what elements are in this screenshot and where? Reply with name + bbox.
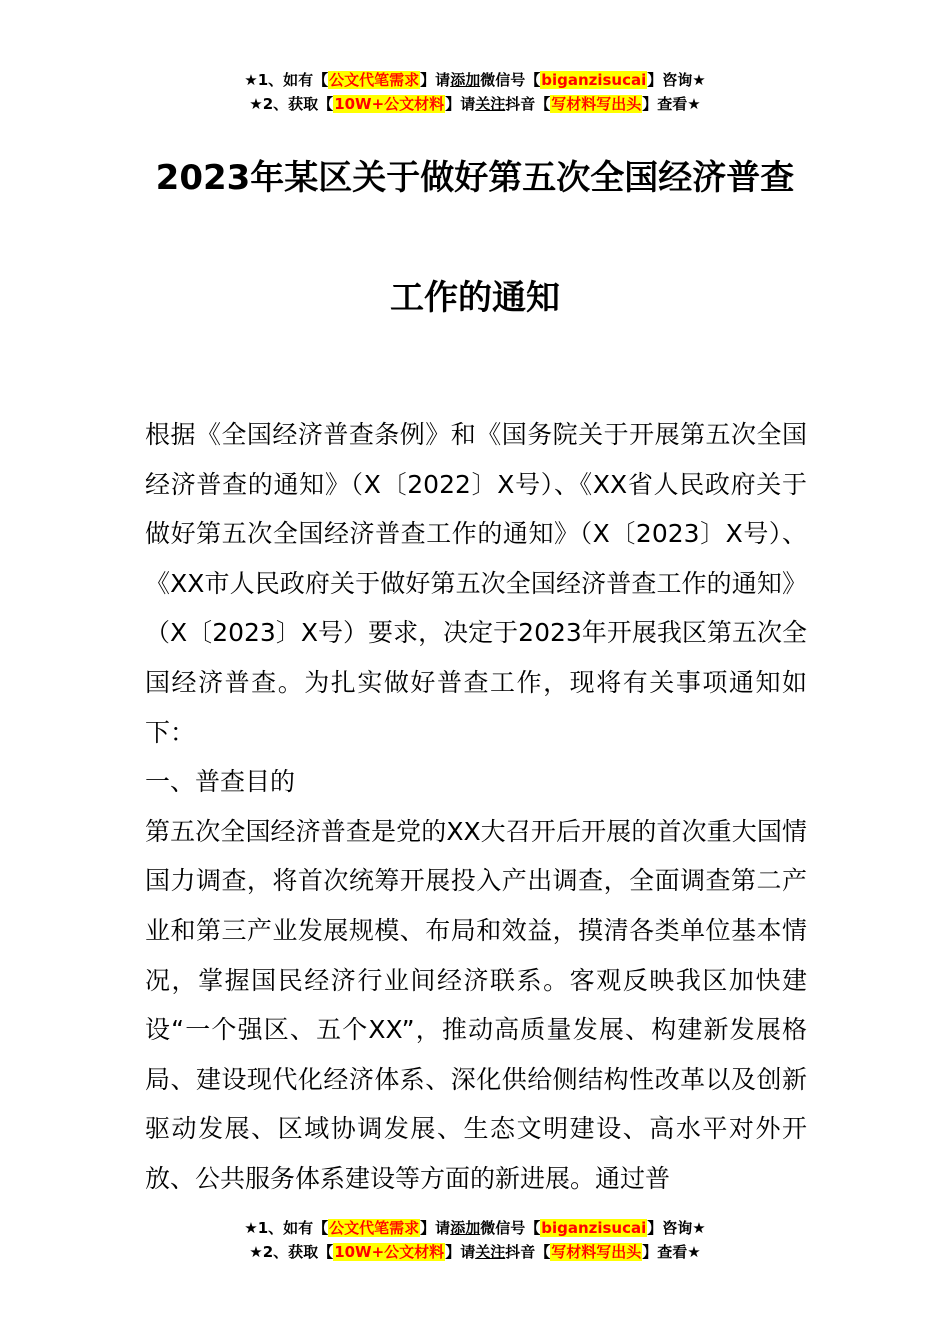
- promo-text: ★2、获取【: [249, 1243, 334, 1261]
- promo-text: 】咨询★: [647, 71, 706, 89]
- promo-underlined: 添加: [450, 71, 481, 89]
- promo-text: 微信号【: [480, 71, 541, 89]
- promo-text: 】查看★: [642, 95, 701, 113]
- promo-text: 抖音【: [505, 1243, 551, 1261]
- promo-underlined: 添加: [450, 1219, 481, 1237]
- promo-line-1: [0, 68, 950, 92]
- promo-line-2: [0, 92, 950, 116]
- promo-text: 】咨询★: [647, 1219, 706, 1237]
- promo-text: 】请: [445, 95, 476, 113]
- promo-highlight: biganzisucai: [541, 71, 647, 89]
- body-paragraph: 根据《全国经济普查条例》和《国务院关于开展第五次全国经济普查的通知》（X〔2022〕X号）、《XX省人民政府关于做好第五次全国经济普查工作的通知》（X〔2023〕X号）、《XX市人民政府关于做好第五次全国经济普查工作的通知》（X〔2023〕X号）要求，决定于2023年开展我区第五次全国经济普查。为扎实做好普查工作，现将有关事项通知如下：: [145, 420, 807, 747]
- promo-text: 】请: [420, 1219, 451, 1237]
- document-body: [145, 410, 807, 1204]
- promo-highlight: 写材料写出头: [551, 95, 642, 113]
- promo-highlight: 写材料写出头: [551, 1243, 642, 1261]
- promo-highlight: 公文代笔需求: [329, 1219, 420, 1237]
- promo-text: 微信号【: [480, 1219, 541, 1237]
- promo-text: 】请: [420, 71, 451, 89]
- promo-highlight: 10W+公文材料: [334, 1243, 445, 1261]
- promo-text: ★1、如有【: [244, 1219, 329, 1237]
- promo-underlined: 关注: [475, 1243, 506, 1261]
- body-paragraph: 第五次全国经济普查是党的XX大召开后开展的首次重大国情国力调查，将首次统筹开展投入产出调查，全面调查第二产业和第三产业发展规模、布局和效益，摸清各类单位基本情况，掌握国民经济行业间经济联系。客观反映我区加快建设“一个强区、五个XX”，推动高质量发展、构建新发展格局、建设现代化经济体系、深化供给侧结构性改革以及创新驱动发展、区域协调发展、生态文明建设、高水平对外开放、公共服务体系建设等方面的新进展。通过普: [145, 816, 807, 1193]
- promo-text: 】查看★: [642, 1243, 701, 1261]
- promo-highlight: 公文代笔需求: [329, 71, 420, 89]
- promo-text: ★2、获取【: [249, 95, 334, 113]
- promo-text: 抖音【: [505, 95, 551, 113]
- top-promo-banner: [0, 68, 950, 116]
- document-title-line-2: 工作的通知: [390, 278, 560, 318]
- promo-underlined: 关注: [475, 95, 506, 113]
- promo-highlight: biganzisucai: [541, 1219, 647, 1237]
- promo-line-2: [0, 1240, 950, 1264]
- section-heading: 一、普查目的: [145, 767, 296, 797]
- promo-line-1: [0, 1216, 950, 1240]
- promo-text: 】请: [445, 1243, 476, 1261]
- promo-text: ★1、如有【: [244, 71, 329, 89]
- bottom-promo-banner: [0, 1216, 950, 1264]
- promo-highlight: 10W+公文材料: [334, 95, 445, 113]
- document-title-line-1: 2023年某区关于做好第五次全国经济普查: [155, 158, 795, 198]
